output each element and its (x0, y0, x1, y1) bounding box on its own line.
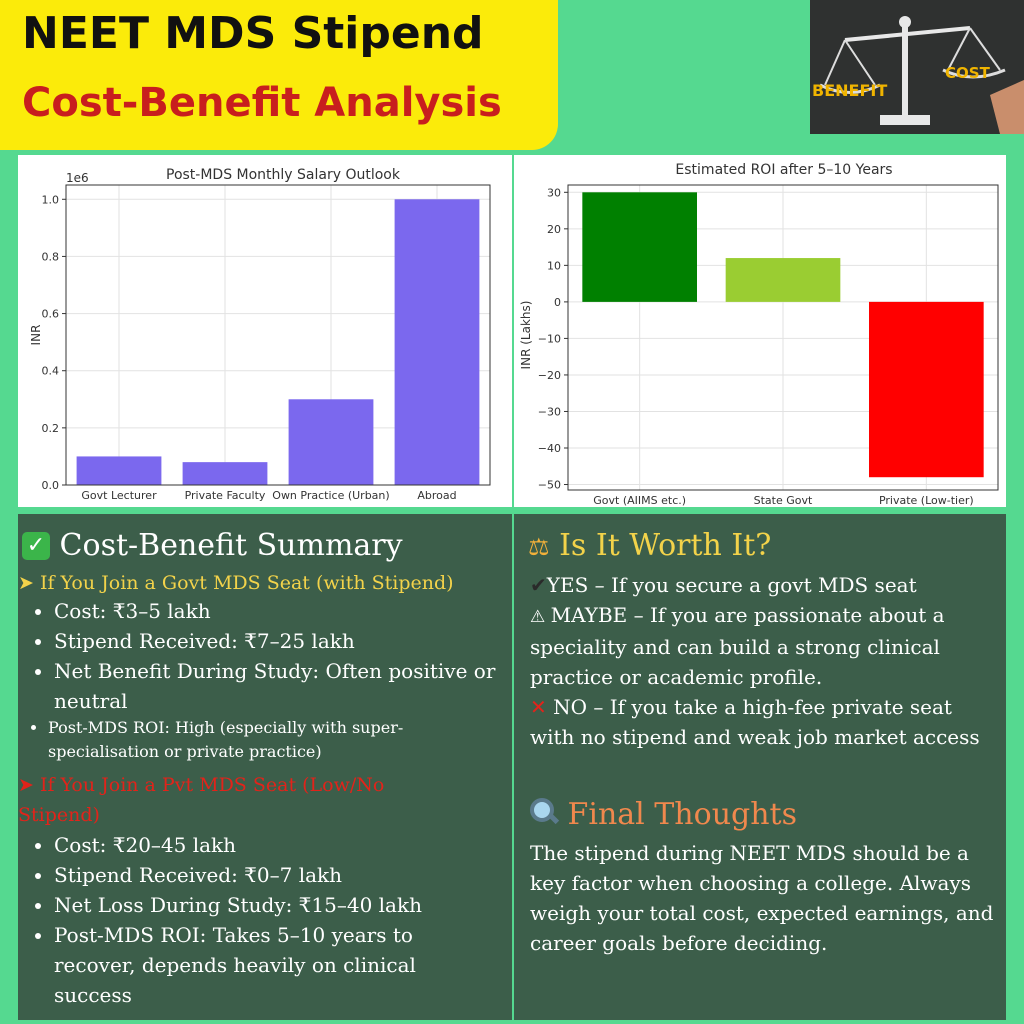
scale-note: 1e6 (66, 171, 89, 185)
y-tick-label: −40 (537, 441, 561, 455)
y-tick-label: 1.0 (41, 193, 59, 207)
check-mark-icon: ✔ (530, 573, 547, 597)
y-tick-label: 0.4 (41, 364, 59, 378)
check-box-icon: ✓ (22, 532, 50, 560)
govt-heading: ➤ If You Join a Govt MDS Seat (with Stipend) (18, 572, 454, 594)
salary-outlook-chart (18, 155, 512, 507)
worth-content (530, 570, 1000, 752)
list-item: • Cost: ₹3–5 lakh (54, 596, 512, 626)
bar (395, 199, 480, 485)
warning-icon: ⚠ (530, 607, 551, 627)
govt-list (18, 596, 512, 764)
pvt-list (18, 830, 494, 1010)
y-tick-label: −20 (537, 368, 561, 382)
summary-heading: Cost-Benefit Summary (59, 528, 403, 563)
summary-panel (18, 514, 512, 1020)
bar (582, 192, 697, 302)
worth-maybe: ⚠ MAYBE – If you are passionate about a speciality and can build a strong clinical practice or academic profile. (530, 603, 945, 689)
cross-icon: ✕ (530, 695, 554, 719)
y-tick-label: 30 (547, 186, 561, 200)
balance-scale-illustration (810, 0, 1024, 134)
page-subtitle: Cost-Benefit Analysis (22, 80, 502, 126)
govt-section (18, 572, 512, 764)
chart-title: Post-MDS Monthly Salary Outlook (166, 167, 400, 183)
x-tick-label: Govt (AIIMS etc.) (593, 494, 687, 507)
worth-panel (514, 514, 1006, 1020)
list-item: • Net Benefit During Study: Often positive or neutral (54, 656, 512, 716)
x-tick-label: Abroad (417, 489, 457, 502)
list-item: • Stipend Received: ₹7–25 lakh (54, 626, 512, 656)
y-tick-label: −30 (537, 405, 561, 419)
magnifier-icon (528, 796, 558, 826)
bar (869, 302, 984, 477)
x-tick-label: Private Faculty (184, 489, 266, 502)
bar (77, 456, 162, 485)
y-tick-label: −10 (537, 332, 561, 346)
bar (183, 462, 268, 485)
list-item: • Stipend Received: ₹0–7 lakh (54, 860, 494, 890)
worth-heading-row (528, 528, 771, 563)
pvt-heading: ➤ If You Join a Pvt MDS Seat (Low/No Stipend) (18, 774, 385, 826)
chart-title: Estimated ROI after 5–10 Years (675, 162, 893, 178)
x-tick-label: State Govt (753, 494, 813, 507)
list-item: • Net Loss During Study: ₹15–40 lakh (54, 890, 494, 920)
y-axis-label: INR (Lakhs) (519, 300, 533, 370)
bar (726, 258, 841, 302)
final-text: The stipend during NEET MDS should be a key factor when choosing a college. Always weigh your total cost, expected earnings, and career goals before deciding. (530, 841, 994, 955)
balance-scale-icon (810, 0, 1024, 134)
list-item: • Cost: ₹20–45 lakh (54, 830, 494, 860)
list-item: • Post-MDS ROI: Takes 5–10 years to recover, depends heavily on clinical success (54, 920, 494, 1010)
page-title: NEET MDS Stipend (22, 8, 484, 59)
x-tick-label: Private (Low-tier) (878, 494, 974, 507)
final-heading-row (528, 796, 797, 832)
roi-chart (514, 155, 1006, 507)
y-tick-label: −50 (537, 478, 561, 492)
x-tick-label: Govt Lecturer (81, 489, 157, 502)
summary-heading-row (22, 528, 403, 563)
scale-icon: ⚖ (528, 533, 550, 561)
final-heading: Final Thoughts (567, 797, 797, 832)
cost-label: COST (945, 64, 990, 82)
worth-yes: ✔YES – If you secure a govt MDS seat (530, 573, 917, 597)
bar (289, 399, 374, 485)
y-tick-label: 0.6 (41, 307, 59, 321)
benefit-label: BENEFIT (812, 81, 888, 100)
y-tick-label: 0.2 (41, 421, 59, 435)
y-tick-label: 0 (554, 295, 561, 309)
x-tick-label: Own Practice (Urban) (272, 489, 390, 502)
y-tick-label: 20 (547, 222, 561, 236)
y-axis-label: INR (29, 324, 43, 346)
y-tick-label: 0.8 (41, 250, 59, 264)
title-banner (0, 0, 558, 150)
y-tick-label: 10 (547, 259, 561, 273)
y-tick-label: 0.0 (41, 479, 59, 492)
worth-no: ✕ NO – If you take a high-fee private seat with no stipend and weak job market access (530, 695, 980, 749)
salary-outlook-chart-svg (18, 155, 512, 507)
list-item: • Post-MDS ROI: High (especially with super-specialisation or private practice) (48, 716, 512, 764)
worth-heading: Is It Worth It? (559, 528, 772, 563)
roi-chart-svg (514, 155, 1006, 507)
